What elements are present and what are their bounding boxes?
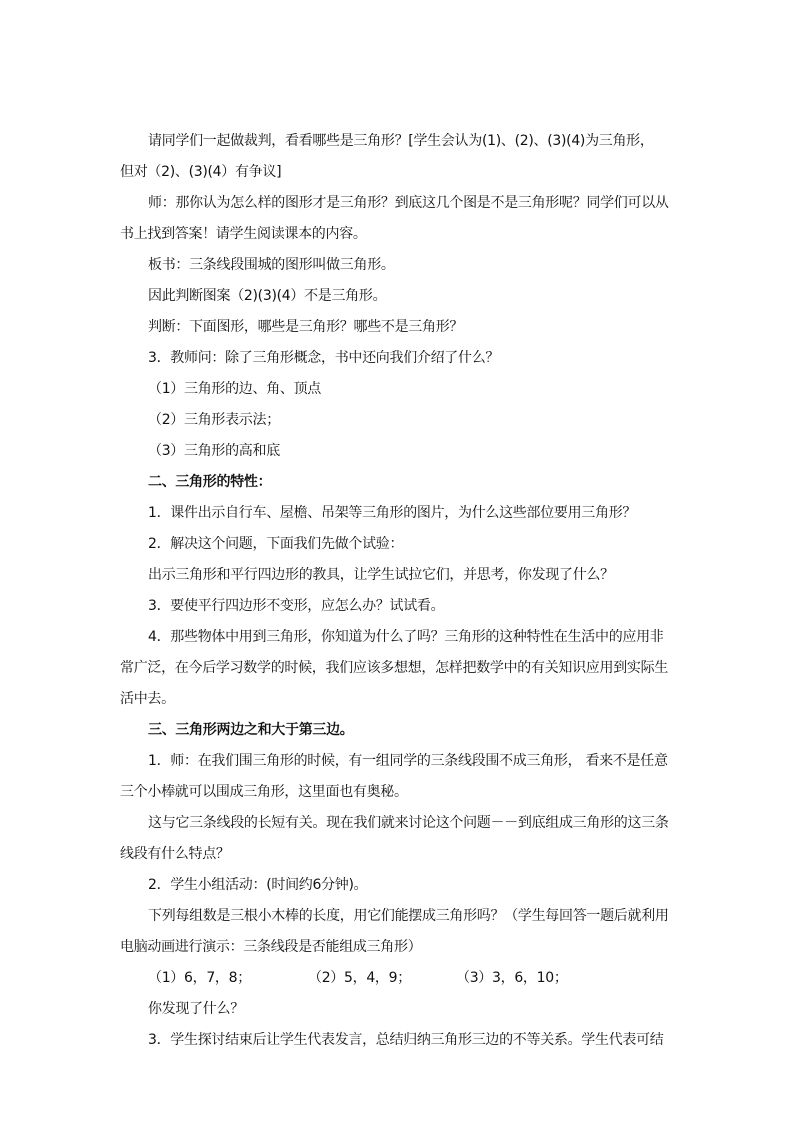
paragraph-line: 电脑动画进行演示：三条线段是否能组成三角形）: [120, 939, 422, 955]
section-heading: 二、三角形的特性：: [148, 474, 272, 490]
list-item: （2）三角形表示法；: [148, 412, 280, 428]
section-heading: 三、三角形两边之和大于第三边。: [148, 722, 354, 738]
paragraph-line: 1．师：在我们围三角形的时候，有一组同学的三条线段围不成三角形， 看来不是任意: [148, 753, 668, 769]
number-group: （2）5，4，9；: [308, 970, 411, 986]
paragraph-line: 这与它三条线段的长短有关。现在我们就来讨论这个问题－－到底组成三角形的这三条: [148, 815, 669, 831]
paragraph-line: 2．解决这个问题，下面我们先做个试验：: [148, 536, 404, 552]
paragraph-line: 但对（2)、(3)(4）有争议]: [120, 164, 282, 180]
paragraph-line: 师：那你认为怎么样的图形才是三角形？到底这几个图是不是三角形呢？同学们可以从: [148, 195, 669, 211]
document-body: [120, 126, 680, 1056]
number-group: （1）6，7，8；: [148, 970, 251, 986]
number-groups-row: [120, 963, 680, 994]
list-item: （1）三角形的边、角、顶点: [148, 381, 322, 397]
paragraph-line: 判断：下面图形，哪些是三角形？哪些不是三角形？: [148, 319, 464, 335]
paragraph-line: 你发现了什么？: [148, 1001, 244, 1017]
paragraph-line: 因此判断图案（2)(3)(4）不是三角形。: [148, 288, 387, 304]
paragraph-line: 书上找到答案！请学生阅读课本的内容。: [120, 226, 367, 242]
paragraph-line: 1．课件出示自行车、屋檐、吊架等三角形的图片，为什么这些部位要用三角形？: [148, 505, 637, 521]
paragraph-line: 3．学生探讨结束后让学生代表发言，总结归纳三角形三边的不等关系。学生代表可结: [148, 1032, 664, 1048]
paragraph-line: 三个小棒就可以围成三角形，这里面也有奥秘。: [120, 784, 408, 800]
number-group: （3）3，6，10；: [456, 970, 568, 986]
paragraph-line: 下列每组数是三根小木棒的长度，用它们能摆成三角形吗？（学生每回答一题后就利用: [148, 908, 669, 924]
list-item: （3）三角形的高和底: [148, 443, 280, 459]
paragraph-line: 请同学们一起做裁判，看看哪些是三角形？[学生会认为(1)、(2)、(3)(4)为三角形，: [148, 133, 654, 149]
paragraph-line: 板书：三条线段围城的图形叫做三角形。: [148, 257, 395, 273]
paragraph-line: 2．学生小组活动：(时间约6分钟)。: [148, 877, 368, 893]
paragraph-line: 3．教师问：除了三角形概念，书中还向我们介绍了什么？: [148, 350, 500, 366]
paragraph-line: 3．要使平行四边形不变形，应怎么办？试试看。: [148, 598, 445, 614]
paragraph-line: 常广泛，在今后学习数学的时候，我们应该多想想，怎样把数学中的有关知识应用到实际生: [120, 660, 668, 676]
paragraph-line: 出示三角形和平行四边形的教具，让学生试拉它们，并思考，你发现了什么？: [148, 567, 614, 583]
paragraph-line: 4．那些物体中用到三角形，你知道为什么了吗？三角形的这种特性在生活中的应用非: [148, 629, 664, 645]
paragraph-line: 活中去。: [120, 691, 175, 707]
paragraph-line: 线段有什么特点？: [120, 846, 230, 862]
